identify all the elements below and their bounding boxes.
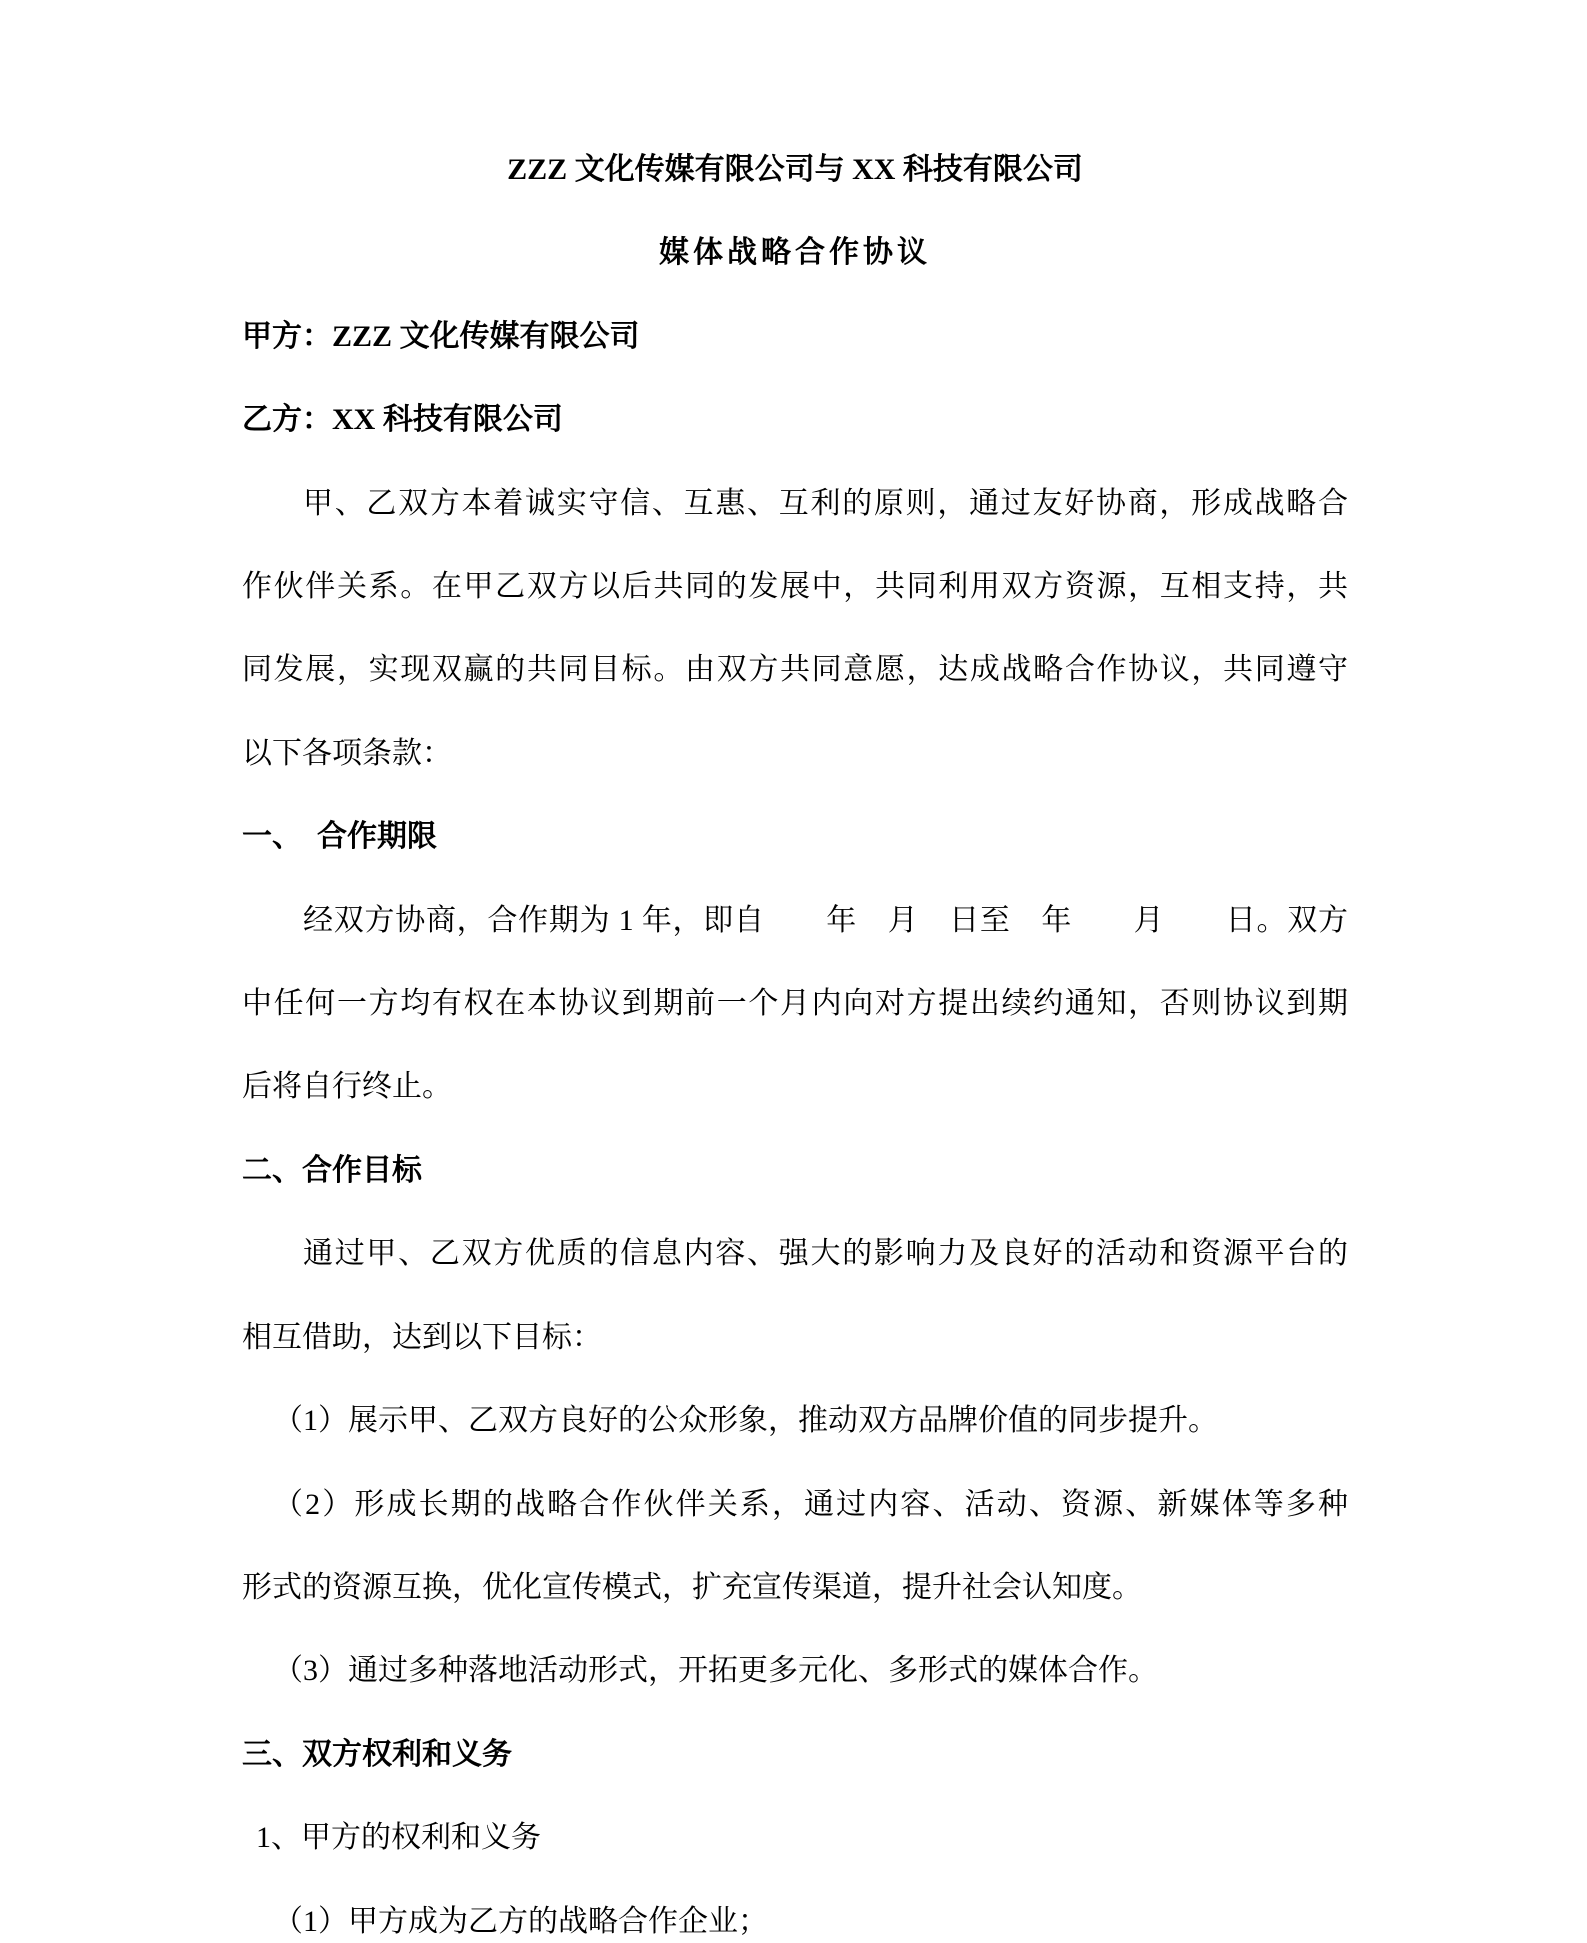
paragraph-line: 经双方协商，合作期为 1 年，即自 年 月 日至 年 月 日。双方 (303, 903, 1348, 937)
paragraph-line: （2）形成长期的战略合作伙伴关系，通过内容、活动、资源、新媒体等多种 (273, 1487, 1348, 1521)
paragraph-line: 甲、乙双方本着诚实守信、互惠、互利的原则，通过友好协商，形成战略合 (303, 486, 1348, 520)
subsection-heading: 1、甲方的权利和义务 (256, 1821, 541, 1855)
party-label: 甲方：ZZZ 文化传媒有限公司 (242, 319, 640, 353)
paragraph-line: 通过甲、乙双方优质的信息内容、强大的影响力及良好的活动和资源平台的 (303, 1237, 1348, 1271)
paragraph-line: 以下各项条款： (242, 736, 452, 770)
section-heading: 二、合作目标 (242, 1153, 422, 1187)
paragraph-line: （1）展示甲、乙双方良好的公众形象，推动双方品牌价值的同步提升。 (273, 1404, 1218, 1438)
section-heading: 一、 合作期限 (242, 820, 437, 854)
paragraph-line: 相互借助，达到以下目标： (242, 1320, 602, 1354)
doc-subtitle: 媒体战略合作协议 (659, 236, 931, 270)
section-heading: 三、双方权利和义务 (242, 1737, 512, 1771)
paragraph-line: （1）甲方成为乙方的战略合作企业； (273, 1904, 768, 1938)
doc-title: ZZZ 文化传媒有限公司与 XX 科技有限公司 (507, 153, 1083, 186)
party-label: 乙方：XX 科技有限公司 (242, 403, 563, 437)
paragraph-line: （3）通过多种落地活动形式，开拓更多元化、多形式的媒体合作。 (273, 1654, 1158, 1688)
paragraph-line: 形式的资源互换，优化宣传模式，扩充宣传渠道，提升社会认知度。 (242, 1570, 1142, 1604)
document-body (242, 128, 1348, 1943)
paragraph-line: 中任何一方均有权在本协议到期前一个月内向对方提出续约通知，否则协议到期 (242, 987, 1348, 1021)
paragraph-line: 后将自行终止。 (242, 1070, 452, 1104)
paragraph-line: 作伙伴关系。在甲乙双方以后共同的发展中，共同利用双方资源，互相支持，共 (242, 570, 1348, 604)
paragraph-line: 同发展，实现双赢的共同目标。由双方共同意愿，达成战略合作协议，共同遵守 (242, 653, 1348, 687)
